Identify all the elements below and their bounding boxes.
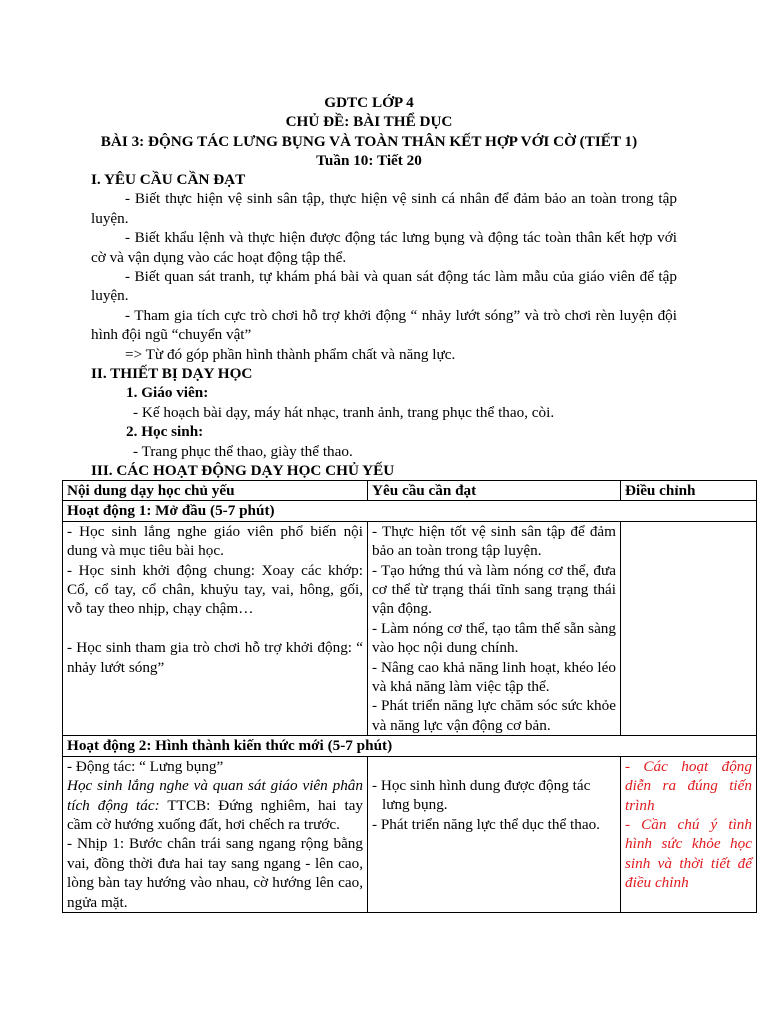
activity-1-content-1: - Học sinh lắng nghe giáo viên phổ biến nội dung và mục tiêu bài học. xyxy=(67,522,363,560)
teacher-equipment: - Kế hoạch bài dạy, máy hát nhạc, tranh ảnh, trang phục thể thao, còi. xyxy=(133,403,555,421)
objective-4: - Tham gia tích cực trò chơi hỗ trợ khởi động “ nhảy lướt sóng” và trò chơi rèn luyện đội hình đội ngũ “chuyển vật” xyxy=(91,306,677,344)
section-1-heading: I. YÊU CẦU CẦN ĐẠT xyxy=(91,171,246,188)
table-header-row xyxy=(63,481,757,501)
intro-sections xyxy=(91,170,677,481)
activity-1-title-row xyxy=(63,501,757,521)
lesson-activity-table xyxy=(62,480,757,913)
activity-2-row xyxy=(63,756,757,912)
column-header-requirements: Yêu cầu cần đạt xyxy=(368,481,621,501)
objective-1: - Biết thực hiện vệ sinh sân tập, thực hiện vệ sinh cá nhân để đảm bảo an toàn trong tập luyện. xyxy=(91,190,677,227)
activity-2-content-2-rest: TTCB: Đứng nghiêm, hai tay cầm cờ hướng xuống đất, hơi chếch ra trước. xyxy=(67,796,363,833)
teacher-label: 1. Giáo viên: xyxy=(126,384,209,402)
column-header-adjustment: Điều chỉnh xyxy=(621,481,757,501)
activity-1-req-4: - Nâng cao khả năng linh hoạt, khéo léo và khả năng làm việc tập thể. xyxy=(372,658,616,696)
section-2-heading: II. THIẾT BỊ DẠY HỌC xyxy=(91,365,253,383)
activity-1-req-2: - Tạo hứng thú và làm nóng cơ thể, đưa cơ thể từ trạng thái tĩnh sang trạng thái vận động. xyxy=(372,561,616,618)
grade-title: GDTC LỚP 4 xyxy=(324,94,414,111)
theme-title: CHỦ ĐỀ: BÀI THỂ DỤC xyxy=(285,113,453,131)
column-header-content: Nội dung dạy học chủ yếu xyxy=(63,481,368,501)
lesson-title: BÀI 3: ĐỘNG TÁC LƯNG BỤNG VÀ TOÀN THÂN KẾT HỢP VỚI CỜ (TIẾT 1) xyxy=(100,132,638,150)
document-header xyxy=(62,93,676,171)
activity-1-adjustment xyxy=(621,521,757,735)
activity-1-content-2: - Học sinh khởi động chung: Xoay các khớp: Cổ, cổ tay, cổ chân, khuỷu tay, vai, hông, gối, vỗ tay theo nhịp, chạy chậm… xyxy=(67,561,363,618)
spacer xyxy=(67,619,363,638)
student-equipment: - Trang phục thể thao, giày thể thao. xyxy=(133,442,353,460)
activity-1-req-3: - Làm nóng cơ thể, tạo tâm thế sẵn sàng vào học nội dung chính. xyxy=(372,619,616,657)
activity-2-content-1: - Động tác: “ Lưng bụng” xyxy=(67,757,224,775)
activity-1-req-5: - Phát triển năng lực chăm sóc sức khỏe và năng lực vận động cơ bản. xyxy=(372,697,616,734)
activity-2-title: Hoạt động 2: Hình thành kiến thức mới (5-7 phút) xyxy=(63,736,757,756)
activity-2-req-2: - Phát triển năng lực thể dục thể thao. xyxy=(372,815,600,833)
activity-2-requirements xyxy=(368,756,621,912)
activity-1-content xyxy=(63,521,368,735)
objective-3: - Biết quan sát tranh, tự khám phá bài và quan sát động tác làm mẫu của giáo viên để tập luyện. xyxy=(91,268,677,305)
activity-1-req-1: - Thực hiện tốt vệ sinh sân tập để đảm bảo an toàn trong tập luyện. xyxy=(372,522,616,560)
activity-1-row xyxy=(63,521,757,735)
activity-2-title-row xyxy=(63,736,757,756)
activity-1-title: Hoạt động 1: Mở đầu (5-7 phút) xyxy=(63,501,757,521)
adjustment-note-1: - Các hoạt động diễn ra đúng tiến trình xyxy=(625,757,752,814)
spacer xyxy=(372,757,616,776)
week-title: Tuần 10: Tiết 20 xyxy=(316,152,422,170)
section-3-heading: III. CÁC HOẠT ĐỘNG DẠY HỌC CHỦ YẾU xyxy=(91,462,395,480)
activity-2-adjustment xyxy=(621,756,757,912)
objective-summary: => Từ đó góp phần hình thành phẩm chất và năng lực. xyxy=(125,345,456,363)
activity-1-requirements xyxy=(368,521,621,735)
objective-2: - Biết khẩu lệnh và thực hiện được động tác lưng bụng và động tác toàn thân kết hợp với cờ và vận dụng vào các hoạt động tập thể. xyxy=(91,229,677,266)
activity-1-content-3: - Học sinh tham gia trò chơi hỗ trợ khởi động: “ nhảy lướt sóng” xyxy=(67,639,363,676)
adjustment-note-2: - Cần chú ý tình hình sức khỏe học sinh và thời tiết để điều chỉnh xyxy=(625,815,752,892)
activity-2-content-2 xyxy=(67,776,363,834)
activity-2-content xyxy=(63,756,368,912)
student-label: 2. Học sinh: xyxy=(126,423,204,441)
activity-2-req-1: - Học sinh hình dung được động tác lưng bụng. xyxy=(372,777,591,814)
activity-2-content-2-italic: Học sinh lắng nghe và quan sát giáo viên phân tích động tác: xyxy=(67,777,363,814)
activity-2-content-3: - Nhịp 1: Bước chân trái sang ngang rộng bằng vai, đồng thời đưa hai tay sang ngang - lên cao, lòng bàn tay hướng vào nhau, cờ hướng lên cao, ngửa mặt. xyxy=(67,835,363,911)
